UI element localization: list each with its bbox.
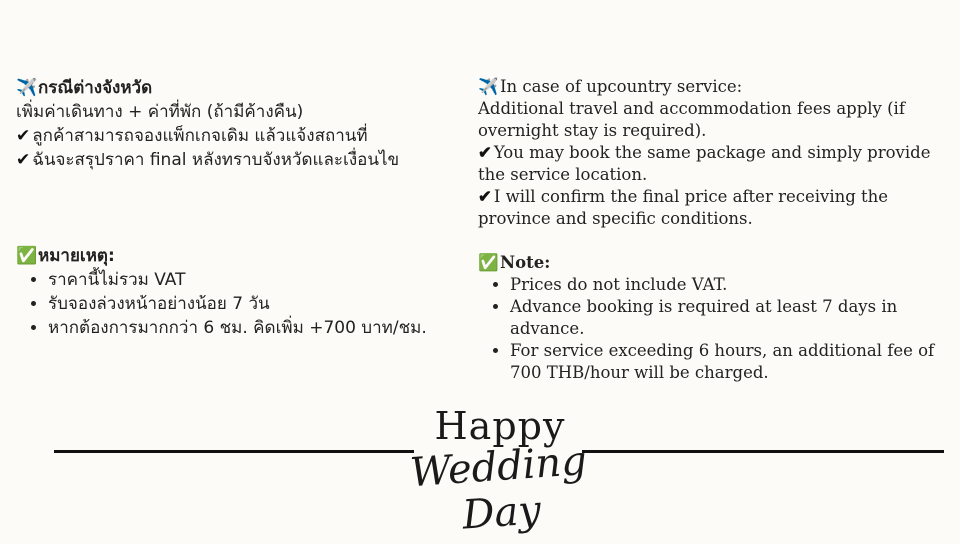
english-note-title: ✅Note: [478, 253, 551, 272]
thai-section [16, 76, 466, 340]
list-item: • รับจองล่วงหน้าอย่างน้อย 7 วัน [48, 292, 466, 316]
airplane-icon: ✈️ [16, 78, 38, 98]
english-check-2: ✔ I will confirm the final price after receiving the province and specific conditions. [478, 187, 889, 228]
thai-title: ✈️กรณีต่างจังหวัด [16, 78, 153, 98]
english-note-list [478, 274, 948, 384]
list-item: • ราคานี้ไม่รวม VAT [48, 268, 466, 292]
thai-note-list [16, 268, 466, 340]
happy-text: Happy [434, 404, 566, 448]
english-check-1: ✔ You may book the same package and simply provide the service location. [478, 143, 931, 184]
airplane-icon: ✈️ [478, 77, 499, 96]
thai-check-2: ✔ ฉันจะสรุปราคา final หลังทราบจังหวัดและเงื่อนไข [16, 150, 400, 170]
list-item: • หากต้องการมากกว่า 6 ชม. คิดเพิ่ม +700 บาท/ชม. [48, 316, 466, 340]
check-box-icon: ✅ [16, 246, 38, 266]
divider-right [582, 450, 944, 453]
thai-note-title: ✅หมายเหตุ: [16, 246, 115, 266]
english-title: ✈️In case of upcountry service: [478, 77, 743, 96]
divider-left [54, 450, 414, 453]
check-mark-icon: ✔ [478, 187, 492, 206]
list-item: • For service exceeding 6 hours, an additional fee of 700 THB/hour will be charged. [510, 340, 948, 384]
wedding-day-text: Wedding Day [408, 437, 589, 539]
list-item: • Prices do not include VAT. [510, 274, 948, 296]
check-box-icon: ✅ [478, 253, 499, 272]
check-mark-icon: ✔ [478, 143, 492, 162]
english-line-fees: Additional travel and accommodation fees apply (if overnight stay is required). [478, 99, 905, 140]
check-mark-icon: ✔ [16, 150, 31, 170]
check-mark-icon: ✔ [16, 126, 31, 146]
english-section [478, 76, 948, 384]
list-item: • Advance booking is required at least 7 days in advance. [510, 296, 948, 340]
thai-check-1: ✔ ลูกค้าสามารถจองแพ็กเกจเดิม แล้วแจ้งสถานที่ [16, 126, 368, 146]
thai-line-fees: เพิ่มค่าเดินทาง + ค่าที่พัก (ถ้ามีค้างคืน) [16, 102, 304, 122]
